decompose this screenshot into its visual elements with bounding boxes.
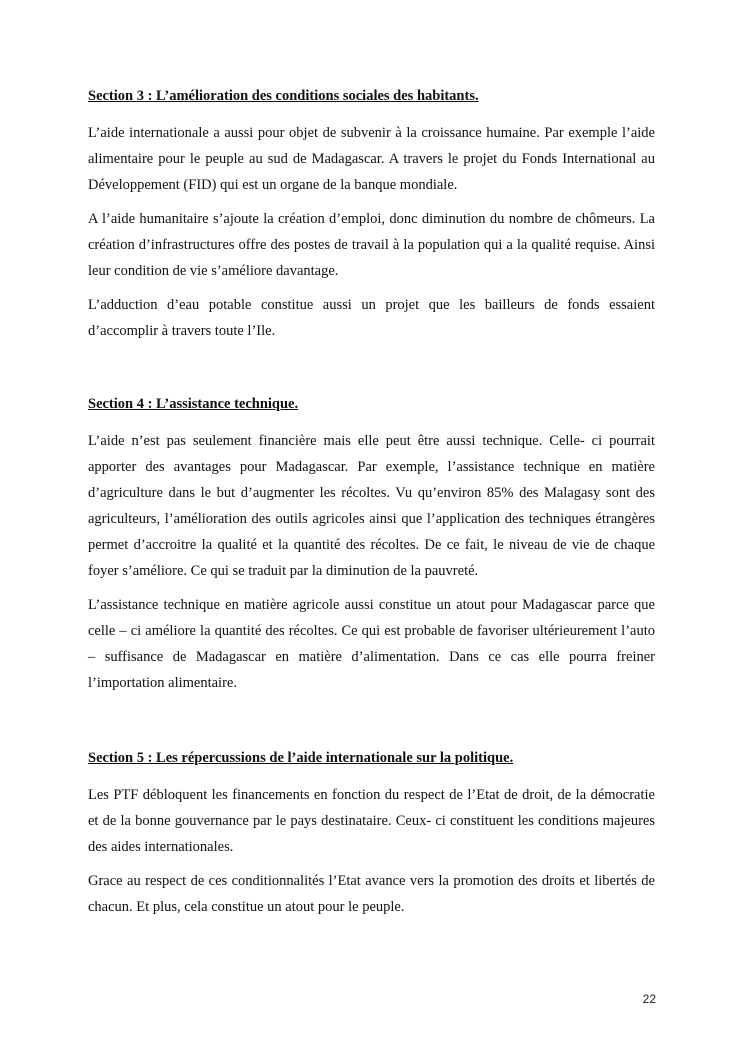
paragraph: A l’aide humanitaire s’ajoute la création d’emploi, donc diminution du nombre de chômeurs. La création d’infrastructures offre des postes de travail à la population qui a la qualité requise. Ainsi leur condition de vie s’améliore davantage. [88, 211, 655, 279]
page-number: 22 [642, 992, 656, 1006]
document-page [88, 86, 655, 928]
paragraph: Grace au respect de ces conditionnalités l’Etat avance vers la promotion des droits et libertés de chacun. Et plus, cela constitue un atout pour le peuple. [88, 873, 655, 915]
paragraph: L’adduction d’eau potable constitue aussi un projet que les bailleurs de fonds essaient d’accomplir à travers toute l’Ile. [88, 297, 655, 339]
section-3 [88, 86, 655, 344]
paragraph: L’aide n’est pas seulement financière mais elle peut être aussi technique. Celle- ci pourrait apporter des avantages pour Madagascar. Par exemple, l’assistance technique en matière d’agriculture dans le but d’augmenter les récoltes. Vu qu’environ 85% des Malagasy sont des agriculteurs, l’amélioration des outils agricoles ainsi que l’application des techniques étrangères permet d’accroitre la qualité et la quantité des récoltes. De ce fait, le niveau de vie de chaque foyer s’améliore. Ce qui se traduit par la diminution de la pauvreté. [88, 433, 655, 579]
section-4 [88, 394, 655, 696]
section-5 [88, 748, 655, 920]
paragraph: L’assistance technique en matière agricole aussi constitue un atout pour Madagascar parce que celle – ci améliore la quantité des récoltes. Ce qui est probable de favoriser ultérieurement l’auto – suffisance de Madagascar en matière d’alimentation. Dans ce cas elle pourra freiner l’importation alimentaire. [88, 597, 655, 691]
section-title: Section 4 : L’assistance technique. [88, 396, 299, 412]
section-title: Section 3 : L’amélioration des conditions sociales des habitants. [88, 88, 479, 104]
paragraph: L’aide internationale a aussi pour objet de subvenir à la croissance humaine. Par exemple l’aide alimentaire pour le peuple au sud de Madagascar. A travers le projet du Fonds International au Développement (FID) qui est un organe de la banque mondiale. [88, 125, 655, 193]
section-title: Section 5 : Les répercussions de l’aide internationale sur la politique. [88, 750, 514, 766]
paragraph: Les PTF débloquent les financements en fonction du respect de l’Etat de droit, de la démocratie et de la bonne gouvernance par le pays destinataire. Ceux- ci constituent les conditions majeures des aides internationales. [88, 787, 655, 855]
